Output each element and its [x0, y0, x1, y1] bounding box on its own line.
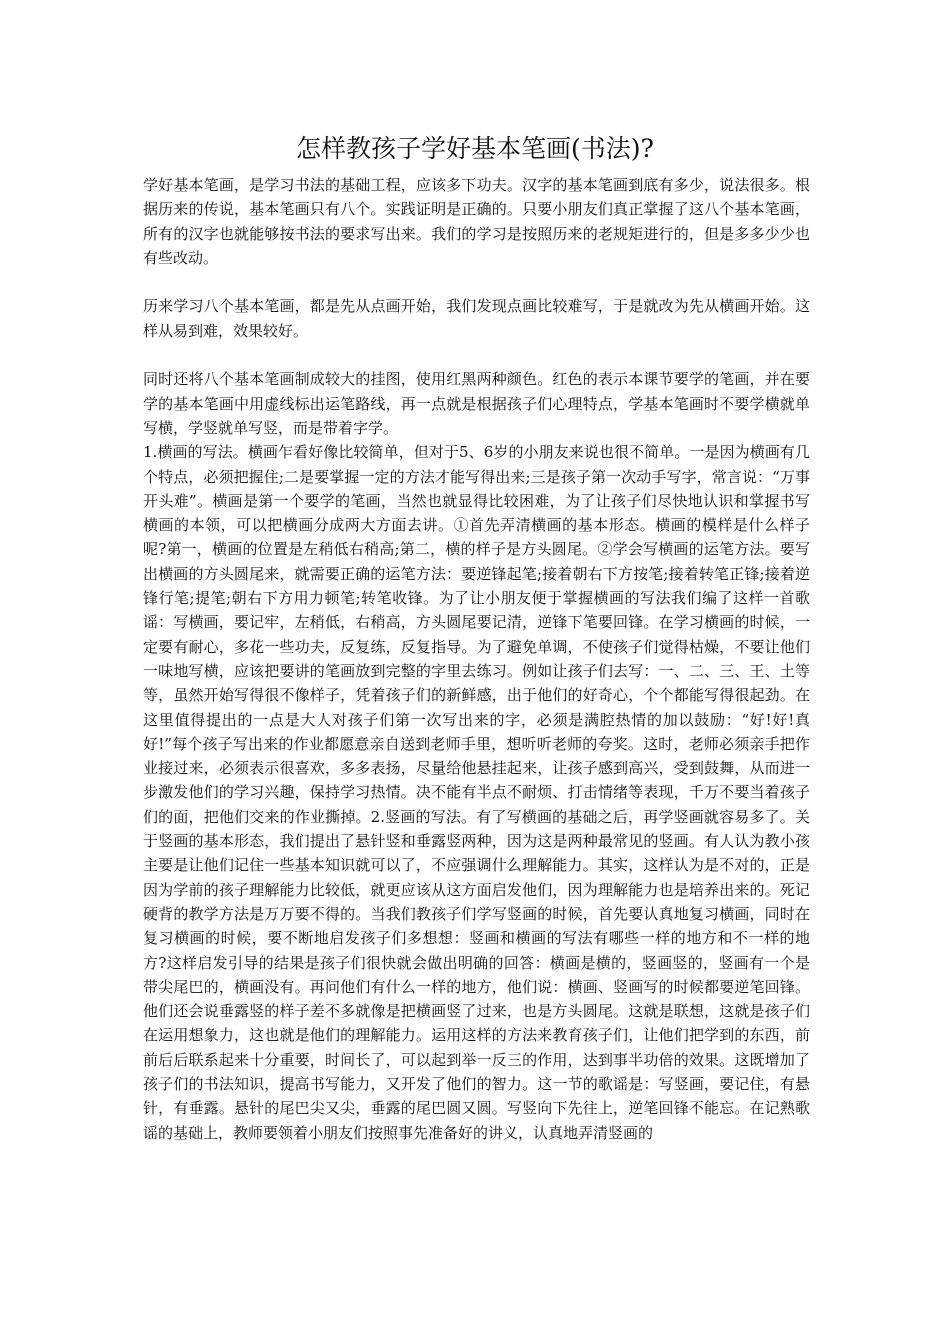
- paragraph-order: 历来学习八个基本笔画，都是先从点画开始，我们发现点画比较难写，于是就改为先从横画开始。这样从易到难，效果较好。: [143, 297, 810, 340]
- paragraph-intro: 学好基本笔画，是学习书法的基础工程，应该多下功夫。汉字的基本笔画到底有多少，说法很多。根据历来的传说，基本笔画只有八个。实践证明是正确的。只要小朋友们真正掌握了这八个基本笔画，所有的汉字也就能够按书法的要求写出来。我们的学习是按照历来的老规矩进行的，但是多多少少也有些改动。: [143, 176, 810, 267]
- document-body: [143, 173, 810, 1145]
- paragraph-spacer: [143, 270, 810, 294]
- document-title: 怎样教孩子学好基本笔画(书法)?: [296, 134, 654, 163]
- paragraph-spacer: [143, 343, 810, 367]
- paragraph-strokes: 1.横画的写法。横画乍看好像比较简单，但对于5、6岁的小朋友来说也很不简单。一是因为横画有几个特点，必须把握住;二是要掌握一定的方法才能写得出来;三是孩子第一次动手写字，常言说：“万事开头难”。横画是第一个要学的笔画，当然也就显得比较困难，为了让孩子们尽快地认识和掌握书写横画的本领，可以把横画分成两大方面去讲。①首先弄清横画的基本形态。横画的模样是什么样子呢?第一，横画的位置是左稍低右稍高;第二，横的样子是方头圆尾。②学会写横画的运笔方法。要写出横画的方头圆尾来，就需要正确的运笔方法：要逆锋起笔;接着朝右下方按笔;接着转笔正锋;接着逆锋行笔;提笔;朝右下方用力顿笔;转笔收锋。为了让小朋友便于掌握横画的写法我们编了这样一首歌谣：写横画，要记牢，左稍低，右稍高，方头圆尾要记清，逆锋下笔要回锋。在学习横画的时候，一定要有耐心，多花一些功夫，反复练，反复指导。为了避免单调，不使孩子们觉得枯燥，不要让他们一味地写横，应该把要讲的笔画放到完整的字里去练习。例如让孩子们去写：一、二、三、王、土等等，虽然开始写得很不像样子，凭着孩子们的新鲜感，出于他们的好奇心，个个都能写得很起劲。在这里值得提出的一点是大人对孩子们第一次写出来的字，必须是满腔热情的加以鼓励：“好!好!真好!”每个孩子写出来的作业都愿意亲自送到老师手里，想听听老师的夸奖。这时，老师必须亲手把作业接过来，必须表示很喜欢，多多表扬，尽量给他悬挂起来，让孩子感到高兴，受到鼓舞，从而进一步激发他们的学习兴趣，保持学习热情。决不能有半点不耐烦、打击情绪等表现，千万不要当着孩子们的面，把他们交来的作业撕掉。2.竖画的写法。有了写横画的基础之后，再学竖画就容易多了。关于竖画的基本形态，我们提出了悬针竖和垂露竖两种，因为这是两种最常见的竖画。有人认为教小孩主要是让他们记住一些基本知识就可以了，不应强调什么理解能力。其实，这样认为是不对的，正是因为学前的孩子理解能力比较低，就更应该从这方面启发他们，因为理解能力也是培养出来的。死记硬背的教学方法是万万要不得的。当我们教孩子们学写竖画的时候，首先要认真地复习横画，同时在复习横画的时候，要不断地启发孩子们多想想：竖画和横画的写法有哪些一样的地方和不一样的地方?这样启发引导的结果是孩子们很快就会做出明确的回答：横画是横的，竖画竖的，竖画有一个是带尖尾巴的，横画没有。再问他们有什么一样的地方，他们说：横画、竖画写的时候都要逆笔回锋。他们还会说垂露竖的样子差不多就像是把横画竖了过来，也是方头圆尾。这就是联想，这就是孩子们在运用想象力，这也就是他们的理解能力。运用这样的方法来教育孩子们，让他们把学到的东西，前前后后联系起来十分重要，时间长了，可以起到举一反三的作用，达到事半功倍的效果。这既增加了孩子们的书法知识，提高书写能力，又开发了他们的智力。这一节的歌谣是：写竖画，要记住，有悬针，有垂露。悬针的尾巴尖又尖，垂露的尾巴圆又圆。写竖向下先往上，逆笔回锋不能忘。在记熟歌谣的基础上，教师要领着小朋友们按照事先准备好的讲义，认真地弄清竖画的: [143, 443, 810, 1142]
- paragraph-wallchart: 同时还将八个基本笔画制成较大的挂图，使用红黑两种颜色。红色的表示本课节要学的笔画，并在要学的基本笔画中用虚线标出运笔路线，再一点就是根据孩子们心理特点，学基本笔画时不要学横就单写横，学竖就单写竖，而是带着字学。: [143, 370, 810, 437]
